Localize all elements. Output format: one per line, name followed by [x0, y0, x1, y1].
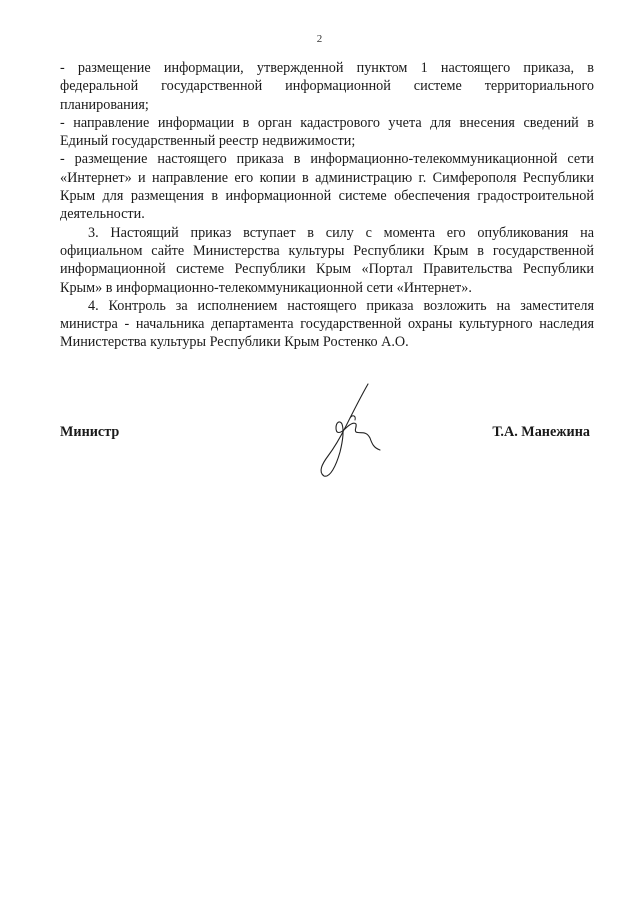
handwritten-signature — [310, 380, 382, 480]
signatory-name: Т.А. Манежина — [492, 424, 590, 440]
paragraph-bullet-2: - направление информации в орган кадастрового учета для внесения сведений в Единый государственный реестр недвижимости; — [60, 114, 594, 150]
signatory-role: Министр — [60, 424, 120, 440]
paragraph-item-4: 4. Контроль за исполнением настоящего приказа возложить на заместителя министра - начальника департамента государственной охраны культурного наследия Министерства культуры Республики Крым Ростенко А.О. — [60, 297, 594, 351]
paragraph-item-3: 3. Настоящий приказ вступает в силу с момента его опубликования на официальном сайте Министерства культуры Республики Крым в государственной информационной системе Республики Крым «Портал Правительства Республики Крым» в информационно-телекоммуникационной сети «Интернет». — [60, 224, 594, 296]
document-body — [60, 59, 594, 352]
paragraph-bullet-1: - размещение информации, утвержденной пунктом 1 настоящего приказа, в федеральной государственной информационной системе территориального планирования; — [60, 60, 594, 113]
paragraph-bullet-3: - размещение настоящего приказа в информационно-телекоммуникационной сети «Интернет» и направление его копии в администрацию г. Симферополя Республики Крым для размещения в информационной системе обеспечения градостроительной деятельности. — [60, 151, 594, 223]
page-number: 2 — [316, 33, 323, 45]
